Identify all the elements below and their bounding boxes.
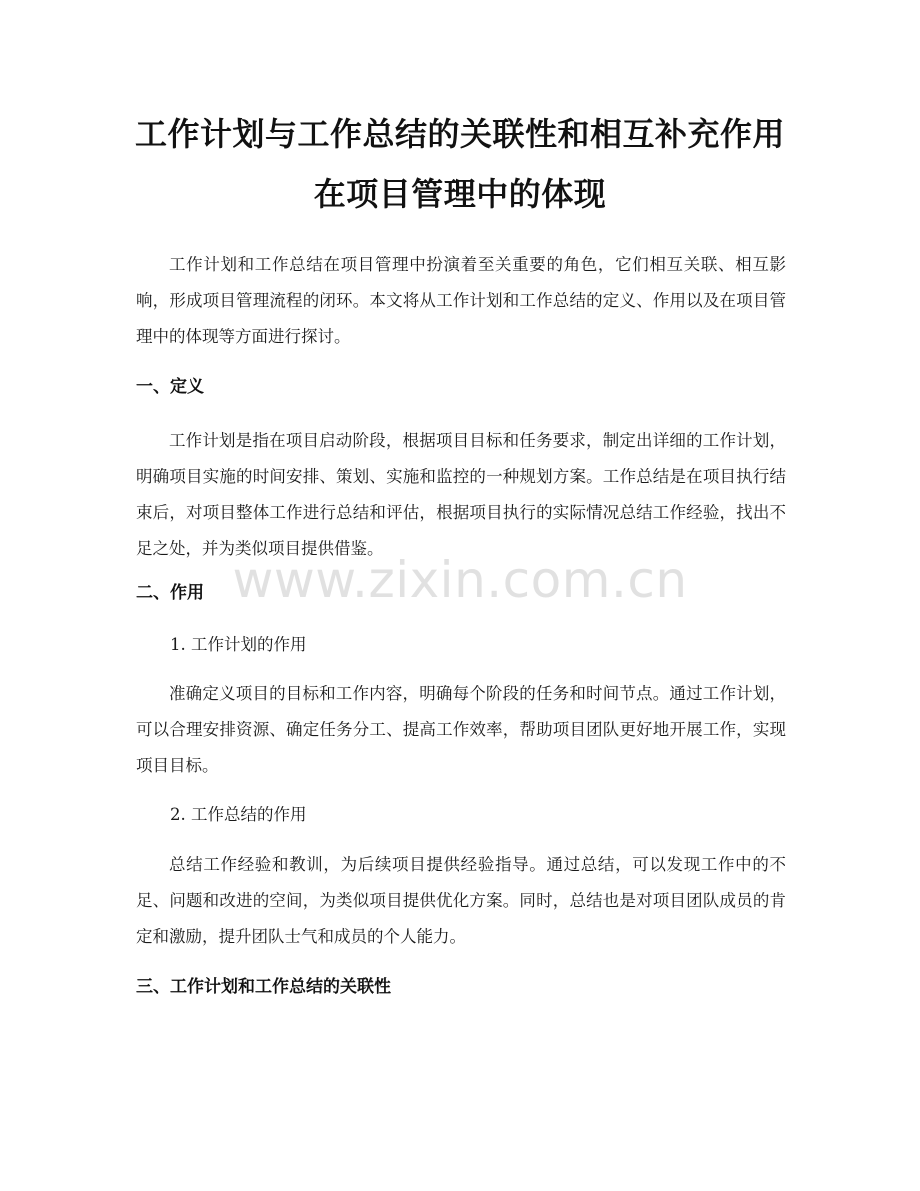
plan-role-paragraph: 准确定义项目的目标和工作内容，明确每个阶段的任务和时间节点。通过工作计划，可以合理安排资源、确定任务分工、提高工作效率，帮助项目团队更好地开展工作，实现项目目标。	[136, 684, 786, 775]
section-heading-relevance: 三、工作计划和工作总结的关联性	[136, 977, 391, 997]
document-title: 工作计划与工作总结的关联性和相互补充作用在项目管理中的体现	[134, 115, 785, 213]
watermark: www.zixin.com.cn	[232, 551, 688, 609]
subheading-plan-role: 1. 工作计划的作用	[170, 635, 307, 654]
definition-paragraph: 工作计划是指在项目启动阶段，根据项目目标和任务要求，制定出详细的工作计划，明确项目实施的时间安排、策划、实施和监控的一种规划方案。工作总结是在项目执行结束后，对项目整体工作进行总结和评估，根据项目执行的实际情况总结工作经验，找出不足之处，并为类似项目提供借鉴。	[136, 431, 786, 558]
section-heading-definition: 一、定义	[136, 377, 204, 397]
intro-paragraph: 工作计划和工作总结在项目管理中扮演着至关重要的角色，它们相互关联、相互影响，形成项目管理流程的闭环。本文将从工作计划和工作总结的定义、作用以及在项目管理中的体现等方面进行探讨。	[136, 255, 786, 346]
summary-role-paragraph: 总结工作经验和教训，为后续项目提供经验指导。通过总结，可以发现工作中的不足、问题和改进的空间，为类似项目提供优化方案。同时，总结也是对项目团队成员的肯定和激励，提升团队士气和成员的个人能力。	[136, 855, 786, 946]
section-heading-role: 二、作用	[136, 583, 204, 603]
subheading-summary-role: 2. 工作总结的作用	[170, 805, 307, 824]
